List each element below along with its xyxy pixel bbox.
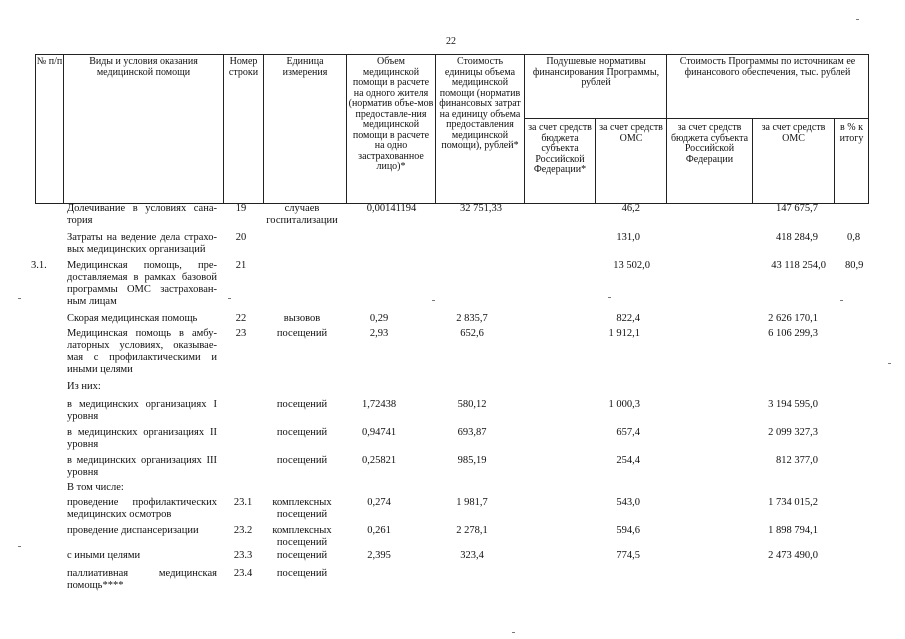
row-cost: 2 835,7 xyxy=(456,313,488,324)
row-prog-oms: 2 473 490,0 xyxy=(768,550,818,561)
row-pc-oms: 1 912,1 xyxy=(608,328,640,339)
row-unit: посещений xyxy=(276,427,328,438)
header-per-capita: Подушевые нормативы финансирования Программы, рублей xyxy=(532,56,660,88)
row-pc-oms: 774,5 xyxy=(616,550,640,561)
header-program-budget: за счет средств бюджета субъекта Российской Федерации xyxy=(670,122,749,165)
row-unit: комплексных посещений xyxy=(272,525,332,548)
row-volume: 0,274 xyxy=(367,497,391,508)
row-pc-oms: 822,4 xyxy=(616,313,640,324)
row-prog-oms: 2 626 170,1 xyxy=(768,313,818,324)
page-number: 22 xyxy=(446,36,456,47)
row-pc-oms: 13 502,0 xyxy=(613,260,650,271)
row-text: Медицинская помощь, пре-доставляемая в рамках базовой программы ОМС застрахован-ным лицам xyxy=(67,260,217,307)
row-pc-oms: 657,4 xyxy=(616,427,640,438)
row-text: В том числе: xyxy=(67,482,124,493)
row-volume: 0,29 xyxy=(369,313,389,324)
row-unit: посещений xyxy=(276,550,328,561)
row-text: в медицинских организациях I уровня xyxy=(67,399,217,422)
row-text: Из них: xyxy=(67,381,101,392)
row-cost: 1 981,7 xyxy=(456,497,488,508)
row-number: 19 xyxy=(235,203,247,214)
row-cost: 580,12 xyxy=(457,399,487,410)
row-number: 23.4 xyxy=(233,568,253,579)
row-number: 23.2 xyxy=(233,525,253,536)
row-cost: 652,6 xyxy=(460,328,484,339)
row-prog-oms: 418 284,9 xyxy=(776,232,818,243)
row-prog-oms: 3 194 595,0 xyxy=(768,399,818,410)
row-pct: 80,9 xyxy=(845,260,864,271)
row-cost: 693,87 xyxy=(457,427,487,438)
row-text: Долечивание в условиях сана-тория xyxy=(67,203,217,226)
row-unit: вызовов xyxy=(283,313,321,324)
row-unit: посещений xyxy=(276,455,328,466)
header-cost: Стоимость единицы объема медицинской помощи (норматив финансовых затрат на единицу объема предоставления медицинской помощи), рублей* xyxy=(439,56,521,151)
table-header xyxy=(35,54,868,204)
row-unit: посещений xyxy=(276,399,328,410)
row-prog-oms: 1 734 015,2 xyxy=(768,497,818,508)
row-number: 22 xyxy=(235,313,247,324)
row-unit: посещений xyxy=(276,568,328,579)
row-number: 23.1 xyxy=(233,497,253,508)
row-text: проведение диспансеризации xyxy=(67,525,199,536)
row-cost: 985,19 xyxy=(457,455,487,466)
row-text: в медицинских организациях III уровня xyxy=(67,455,217,478)
row-pc-oms: 543,0 xyxy=(616,497,640,508)
row-prog-oms: 6 106 299,3 xyxy=(768,328,818,339)
row-pct: 0,8 xyxy=(847,232,861,243)
row-text: Медицинская помощь в амбу-латорных условиях, оказывае-мая с профилактическими и иными целями xyxy=(67,328,217,375)
row-unit: комплексных посещений xyxy=(272,497,332,520)
row-pc-oms: 254,4 xyxy=(616,455,640,466)
header-types: Виды и условия оказания медицинской помощи xyxy=(89,56,198,78)
row-number: 20 xyxy=(235,232,247,243)
row-prog-oms: 147 675,7 xyxy=(776,203,818,214)
header-per-capita-budget: за счет средств бюджета субъекта Российской Федерации* xyxy=(528,122,592,175)
row-text: паллиативная медицинская помощь**** xyxy=(67,568,217,591)
row-prog-oms: 812 377,0 xyxy=(776,455,818,466)
row-volume: 0,00141194 xyxy=(366,203,417,214)
header-per-capita-oms: за счет средств ОМС xyxy=(599,122,663,144)
row-volume: 2,93 xyxy=(369,328,389,339)
header-program-pct: в % к итогу xyxy=(839,122,864,144)
row-number: 23 xyxy=(235,328,247,339)
row-prog-oms: 2 099 327,3 xyxy=(768,427,818,438)
header-num: № п/п xyxy=(36,56,63,67)
row-prog-oms: 1 898 794,1 xyxy=(768,525,818,536)
row-pc-oms: 46,2 xyxy=(621,203,640,214)
row-unit: посещений xyxy=(276,328,328,339)
row-pc-oms: 1 000,3 xyxy=(608,399,640,410)
row-volume: 0,261 xyxy=(367,525,391,536)
header-row-number: Номер строки xyxy=(228,56,259,78)
row-volume: 1,72438 xyxy=(361,399,397,410)
row-num: 3.1. xyxy=(31,260,47,271)
row-text: Скорая медицинская помощь xyxy=(67,313,198,324)
row-prog-oms: 43 118 254,0 xyxy=(771,260,826,271)
row-text: в медицинских организациях II уровня xyxy=(67,427,217,450)
row-cost: 323,4 xyxy=(460,550,484,561)
row-number: 21 xyxy=(235,260,247,271)
row-pc-oms: 131,0 xyxy=(616,232,640,243)
row-volume: 0,25821 xyxy=(361,455,397,466)
row-volume: 0,94741 xyxy=(361,427,397,438)
row-pc-oms: 594,6 xyxy=(616,525,640,536)
row-volume: 2,395 xyxy=(367,550,391,561)
row-unit: случаев госпитализации xyxy=(266,203,338,226)
header-volume: Объем медицинской помощи в расчете на одного жителя (норматив объе-мов предоставле-ния медицинской помощи в расчете на одно застрахованное лицо)* xyxy=(348,56,434,172)
row-cost: 32 751,33 xyxy=(460,203,502,214)
row-text: с иными целями xyxy=(67,550,141,561)
header-program-oms: за счет средств ОМС xyxy=(761,122,826,144)
row-text: проведение профилактических медицинских осмотров xyxy=(67,497,217,520)
header-program-cost: Стоимость Программы по источникам ее финансового обеспечения, тыс. рублей xyxy=(679,56,856,78)
row-cost: 2 278,1 xyxy=(456,525,488,536)
header-unit: Единица измерения xyxy=(282,56,328,78)
row-number: 23.3 xyxy=(233,550,253,561)
row-text: Затраты на ведение дела страхо-вых медицинских организаций xyxy=(67,232,217,255)
